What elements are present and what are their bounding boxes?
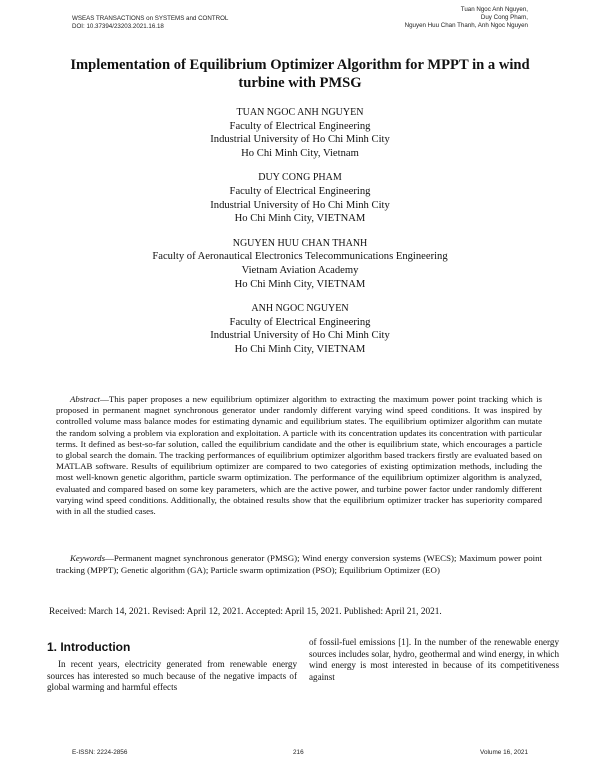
abstract-paragraph: [56, 394, 542, 517]
author-affiliation: Vietnam Aviation Academy: [241, 264, 359, 276]
author-block: [40, 171, 560, 225]
footer-page-number: 216: [293, 749, 304, 756]
keywords-text: —Permanent magnet synchronous generator (PMSG); Wind energy conversion systems (WECS); Maximum power point tracking (MPPT); Genetic algorithm (GA); Particle swarm optimization (PSO); Equilibrium Optimizer (EO): [56, 553, 542, 575]
author-affiliation: Industrial University of Ho Chi Minh City: [210, 134, 390, 146]
column-left: [47, 634, 297, 694]
title-line-2: turbine with PMSG: [238, 75, 362, 91]
author-affiliation: Faculty of Electrical Engineering: [229, 120, 371, 132]
journal-name: WSEAS TRANSACTIONS on SYSTEMS and CONTROL: [72, 15, 229, 22]
running-header-left: [72, 15, 228, 31]
intro-paragraph-left: In recent years, electricity generated from renewable energy sources has interested so much because of the negative impacts of global warming and harmful effects: [47, 659, 297, 693]
header-authors-line2: Duy Cong Pham,: [480, 14, 528, 21]
author-block: [40, 237, 560, 291]
footer-volume: Volume 16, 2021: [480, 749, 528, 756]
running-header-right: [405, 6, 528, 30]
doi[interactable]: DOI: 10.37394/23203.2021.16.18: [72, 23, 164, 30]
author-affiliation: Ho Chi Minh City, VIETNAM: [234, 343, 366, 355]
keywords-label: Keywords: [70, 553, 106, 563]
abstract-label: Abstract: [70, 394, 100, 404]
keywords-paragraph: [56, 552, 542, 576]
footer-issn: E-ISSN: 2224-2856: [72, 749, 128, 756]
author-block: [40, 302, 560, 356]
author-affiliation: Industrial University of Ho Chi Minh City: [210, 330, 390, 342]
abstract-text: —This paper proposes a new equilibrium optimizer algorithm to extracting the maximum power point tracking which is proposed in permanent magnet synchronous generator under randomly different varying wind speed conditions. It was inspired by controlled volume mass balance modes for estimating dynamic and equilibrium states. The equilibrium optimizer algorithm can mutate the random solving a problem via exploration and exploitation. A particle with its concentration updates its concentration with particular terms. It defined as best-so-far solution, called the equilibrium candidate and the other is equilibrium state, which encourages a particle to global search the domain. The tracking performances of equilibrium optimizer algorithm based trackers firstly are evaluated based on MATLAB software. Results of equilibrium optimizer are compared to two categories of existing optimization methods, including the most well-known genetic algorithm, particle swarm optimization. The performance of the equilibrium optimizer algorithm is analyzed, evaluated and compared based on some key parameters, which are the active power, and turbine power factor under randomly different varying wind speed conditions. Additionally, the obtained results show that the equilibrium optimizer tracker has superiority compared with in all the studied cases.: [56, 394, 542, 517]
header-authors-line1: Tuan Ngoc Anh Nguyen,: [460, 6, 528, 13]
author-name: TUAN NGOC ANH NGUYEN: [236, 107, 364, 118]
author-name: DUY CONG PHAM: [258, 172, 342, 184]
header-authors-line3: Nguyen Huu Chan Thanh, Anh Ngoc Nguyen: [404, 22, 528, 29]
keywords: [56, 552, 542, 576]
author-affiliation: Ho Chi Minh City, VIETNAM: [234, 278, 366, 290]
author-name: ANH NGOC NGUYEN: [251, 303, 349, 315]
author-list: [40, 106, 560, 368]
column-right: [309, 637, 559, 683]
author-affiliation: Faculty of Electrical Engineering: [229, 185, 371, 197]
author-affiliation: Industrial University of Ho Chi Minh City: [210, 199, 390, 211]
author-block: [40, 106, 560, 160]
paper-title: [40, 56, 560, 92]
author-affiliation: Ho Chi Minh City, Vietnam: [241, 147, 359, 159]
author-affiliation: Faculty of Electrical Engineering: [229, 316, 371, 328]
intro-paragraph-right: of fossil-fuel emissions [1]. In the number of the renewable energy sources includes solar, hydro, geothermal and wind energy, in which wind energy is most interested in because of its competitiveness against: [309, 637, 559, 682]
received-dates: Received: March 14, 2021. Revised: April 12, 2021. Accepted: April 15, 2021. Published: April 21, 2021.: [49, 607, 442, 617]
section-heading: 1. Introduction: [47, 640, 131, 654]
author-name: NGUYEN HUU CHAN THANH: [232, 237, 368, 249]
title-line-1: Implementation of Equilibrium Optimizer Algorithm for MPPT in a wind: [70, 57, 530, 73]
abstract: [56, 394, 542, 517]
author-affiliation: Faculty of Aeronautical Electronics Telecommunications Engineering: [152, 251, 448, 263]
author-affiliation: Ho Chi Minh City, VIETNAM: [234, 213, 366, 225]
